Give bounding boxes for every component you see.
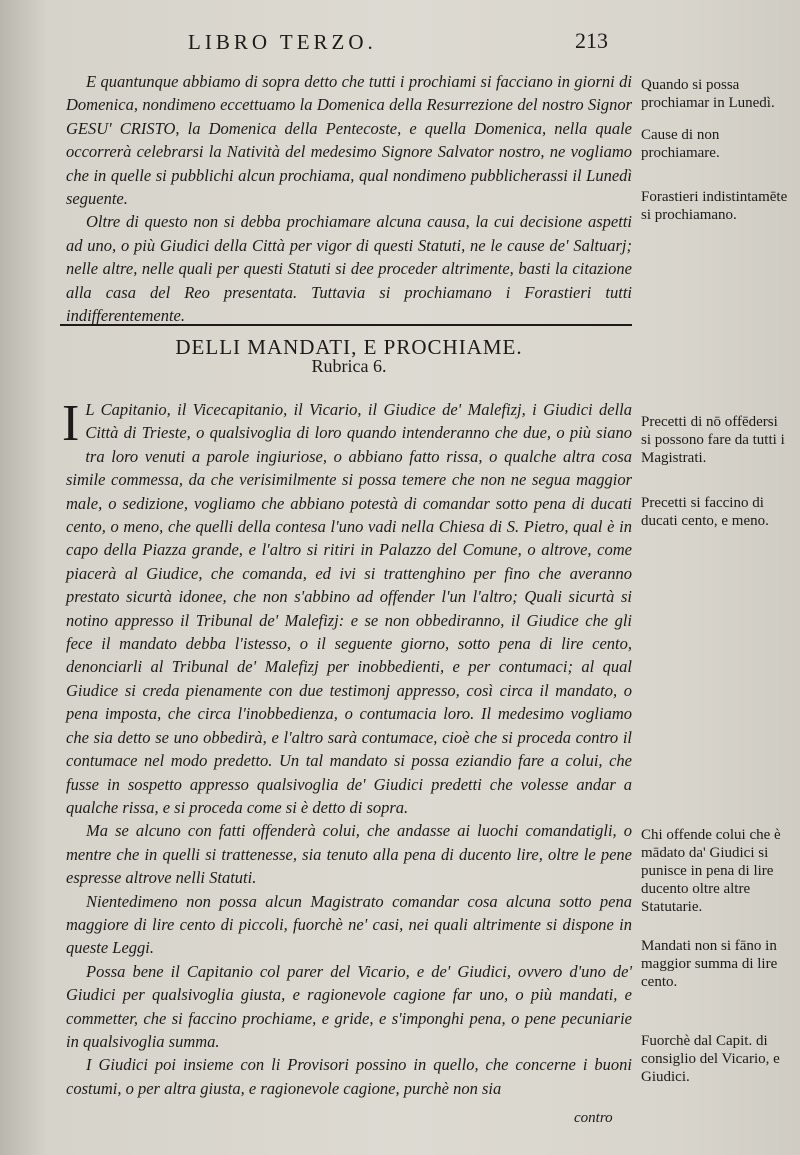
section-divider (60, 324, 632, 326)
margin-note: Mandati non si fāno in maggior summa di lire cento. (641, 938, 778, 990)
first-paragraph-text: L Capitanio, il Vicecapitanio, il Vicario, il Giudice de' Malefizj, i Giudici della Città di Trieste, o qualsivoglia di loro quando intenderanno che due, o più siano tra loro venuti a parole ingiuriose, o abbiano fatto rissa, o qualche altra cosa simile commessa, da che verisimilmente si possa temere che non ne segua maggior male, o sedizione, vogliamo che abbiano potestà di comandar sotto pena di ducati cento, o meno, che quelli della contesa l'uno vadi nella Chiesa di S. Pietro, qual è in capo della Piazza grande, e l'altro si ritiri in Palazzo del Comune, o altrove, come piacerà al Giudice, che comanda, ed ivi si trattenghino per fino che averanno prestato sicurtà idonee, che non s'abbino ad offender l'un l'altro; Quali sicurtà si notino appresso il Tribunal de' Malefizj: e se non obbediranno, il Giudice che gli fece il mandato debba l'istesso, o il seguente giorno, sotto pena di lire cento, denonciarli al Tribunal de' Malefizj per inobbedienti, e per contumaci; al qual Giudice si creda pienamente con due testimonj appresso, così circa il mandato, o pena imposta, che circa l'inobbedienza, o contumacia loro. Il medesimo vogliamo che sia detto se uno obbedirà, e l'altro sarà contumace, cioè che si proceda contro il contumace nel modo predetto. Un tal mandato si possa eziandio fare a colui, che fusse in sospetto appresso qualsivoglia de' Giudici predetti che volesse andar a qualche rissa, e si proceda come si è detto di sopra. (66, 400, 632, 817)
margin-note: Precetti si faccino di ducati cento, e meno. (641, 495, 769, 529)
first-paragraph (62, 395, 632, 819)
margin-note: Quando si possa prochiamar in Lunedì. (641, 77, 775, 111)
rubrica-label: Rubrica 6. (311, 356, 387, 376)
running-title: LIBRO TERZO. (188, 30, 377, 54)
margin-note: Chi offende colui che è mādato da' Giudici si punisce in pena di lire ducento oltre altre Statutarie. (641, 827, 781, 915)
catchword: contro (574, 1110, 613, 1126)
paragraph: Oltre di questo non si debba prochiamare alcuna causa, la cui decisione aspetti ad uno, o più Giudici della Città per vigor di questi Statuti, ne le cause de' Saltuarj; nelle altre, nelle quali per questi Statuti si dee proceder altrimente, basti la citazione alla casa del Reo presentata. Tuttavia si prochiamano i Forastieri tutti indifferentemente. (66, 212, 632, 326)
margin-note: Precetti di nō offēdersi si possono fare da tutti i Magistrati. (641, 414, 785, 466)
margin-note: Fuorchè dal Capit. di consiglio del Vicario, e Giudici. (641, 1033, 780, 1085)
paragraph: Possa bene il Capitanio col parer del Vicario, e de' Giudici, ovvero d'uno de' Giudici per qualsivoglia giusta, e ragionevole cagione far uno, o più mandati, e commetter, che si faccino prochiame, e gride, e s'imponghi pena, o pene pecuniarie in qualsivoglia summa. (66, 961, 632, 1051)
margin-note: Cause di non prochiamare. (641, 127, 720, 161)
paragraph: I Giudici poi insieme con li Provisori possino in quello, che concerne i buoni costumi, o per altra giusta, e ragionevole cagione, purchè non sia (66, 1055, 632, 1098)
margin-note: Forastieri indistintamēte si prochiamano. (641, 189, 788, 223)
paragraph: E quantunque abbiamo di sopra detto che tutti i prochiami si facciano in giorni di Domenica, nondimeno eccettuamo la Domenica della Resurrezione del nostro Signor GESU' CRISTO, la Domenica della Pentecoste, e quella Domenica, nella quale occorrerà celebrarsi la Natività del medesimo Signore Salvator nostro, ne vogliamo che in quelle si pubblichi alcun prochiama, qual nondimeno pubblicherassi il Lunedì seguente. (66, 72, 632, 209)
statute-top-text (66, 70, 632, 327)
paragraph: Nientedimeno non possa alcun Magistrato comandar cosa alcuna sotto pena maggiore di lire cento di piccoli, fuorchè ne' casi, nei quali altrimente si dispone in queste Leggi. (66, 891, 632, 958)
paragraph: Ma se alcuno con fatti offenderà colui, che andasse ai luochi comandatigli, o mentre che in quelli si trattenesse, sia tenuto alla pena di ducento lire, oltre le pene espresse altrove nelli Statuti. (66, 821, 632, 888)
drop-cap: I (62, 395, 80, 452)
statute-main-text (62, 395, 632, 1100)
running-head (0, 28, 800, 58)
section-title: DELLI MANDATI, E PROCHIAME. (175, 335, 523, 359)
page-number: 213 (575, 28, 608, 53)
